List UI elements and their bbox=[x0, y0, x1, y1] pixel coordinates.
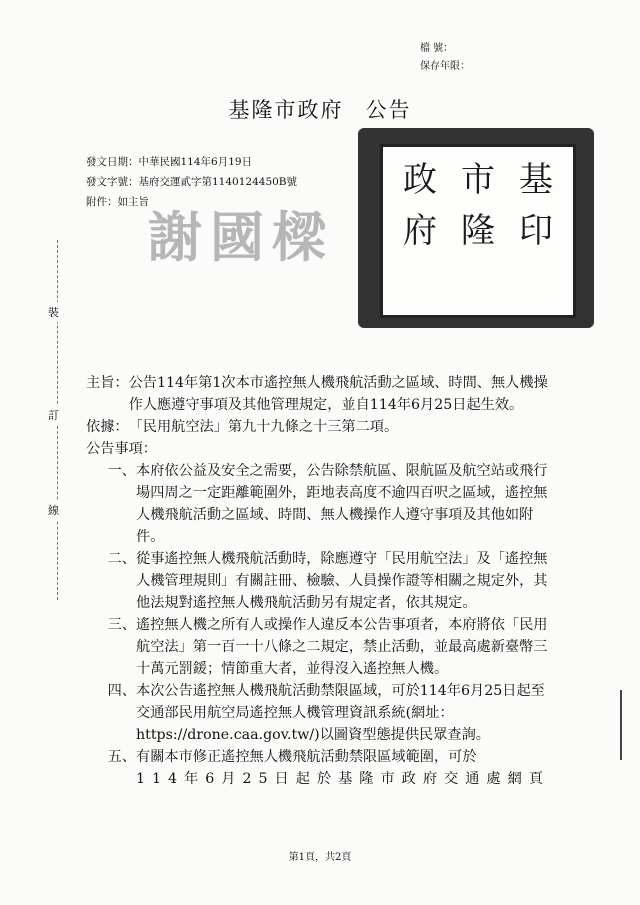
item-number: 三、 bbox=[107, 617, 136, 633]
page-footer: 第1頁，共2頁 bbox=[288, 852, 352, 863]
document-number: 發文字號：基府交運貳字第1140124450B號 bbox=[86, 176, 298, 188]
item-text: 本府依公益及安全之需要，公告除禁航區、限航區及航空站或飛行場四周之一定距離範圍外，距地表高度不逾四百呎之區域，遙控無人機飛航活動之區域、時間、無人機操作人遵守事項及其他如附件。 bbox=[136, 463, 548, 545]
mayor-signature-stamp: 謝國樑 bbox=[148, 205, 334, 269]
subject-text: 公告114年第1次本市遙控無人機飛航活動之區域、時間、無人機操作人應遵守事項及其他管理規定，並自114年6月25日起生效。 bbox=[128, 375, 548, 413]
notice-item bbox=[86, 614, 556, 680]
seal-char: 隆 bbox=[461, 210, 495, 251]
basis-label: 依據： bbox=[86, 419, 129, 435]
notice-label: 公告事項： bbox=[86, 441, 157, 457]
item-text-line: 有關本市修正遙控無人機飛航活動禁限區域範圍，可於 bbox=[136, 749, 477, 765]
seal-char: 基 bbox=[519, 160, 553, 201]
binding-char-top: 裝 bbox=[48, 302, 59, 322]
attachment: 附件：如主旨 bbox=[86, 196, 149, 208]
scan-edge-mark bbox=[620, 690, 632, 760]
item-text bbox=[136, 746, 556, 790]
notice-item bbox=[86, 680, 556, 746]
notice-item bbox=[86, 460, 556, 548]
archive-number-label: 檔 號： bbox=[420, 43, 454, 54]
item-text: 從事遙控無人機飛航活動時，除應遵守「民用航空法」及「遙控無人機管理規則」有關註冊、檢驗、人員操作證等相關之規定外，其他法規對遙控無人機飛航活動另有規定者，依其規定。 bbox=[136, 551, 548, 611]
item-number: 二、 bbox=[107, 551, 136, 567]
binding-char-middle: 訂 bbox=[48, 405, 59, 425]
file-info bbox=[420, 40, 470, 76]
binding-char-bottom: 線 bbox=[48, 500, 59, 520]
seal-char: 印 bbox=[519, 210, 553, 251]
announcement-body bbox=[86, 372, 556, 790]
issue-date: 發文日期：中華民國114年6月19日 bbox=[86, 156, 253, 168]
item-text: 遙控無人機之所有人或操作人違反本公告事項者，本府將依「民用航空法」第一百一十八條之二規定，禁止活動，並最高處新臺幣三十萬元罰鍰；情節重大者，並得沒入遙控無人機。 bbox=[136, 617, 548, 677]
item-number: 五、 bbox=[107, 749, 136, 765]
seal-char: 市 bbox=[461, 160, 495, 201]
retention-period-label: 保存年限： bbox=[420, 61, 470, 72]
basis-text: 「民用航空法」第九十九條之十三第二項。 bbox=[128, 419, 399, 435]
notice-item bbox=[86, 548, 556, 614]
title-type: 公告 bbox=[365, 98, 412, 122]
seal-char: 府 bbox=[403, 210, 437, 251]
title-org: 基隆市政府 bbox=[228, 98, 344, 122]
official-seal-face bbox=[380, 144, 576, 318]
item-text: 本次公告遙控無人機飛航活動禁限區域，可於114年6月25日起至交通部民用航空局遙控無人機管理資訊系統(網址：https://drone.caa.gov.tw/)以圖資型態提供民眾查詢。 bbox=[136, 683, 545, 743]
subject-label: 主旨： bbox=[86, 375, 129, 391]
item-number: 四、 bbox=[107, 683, 136, 699]
page-title bbox=[0, 94, 640, 124]
subject bbox=[86, 372, 556, 416]
notice-item bbox=[86, 746, 556, 790]
item-number: 一、 bbox=[107, 463, 136, 479]
basis bbox=[86, 416, 556, 438]
item-text-line: 114年6月25日起於基隆市政府交通處網頁 bbox=[136, 771, 550, 787]
seal-char: 政 bbox=[403, 160, 437, 201]
